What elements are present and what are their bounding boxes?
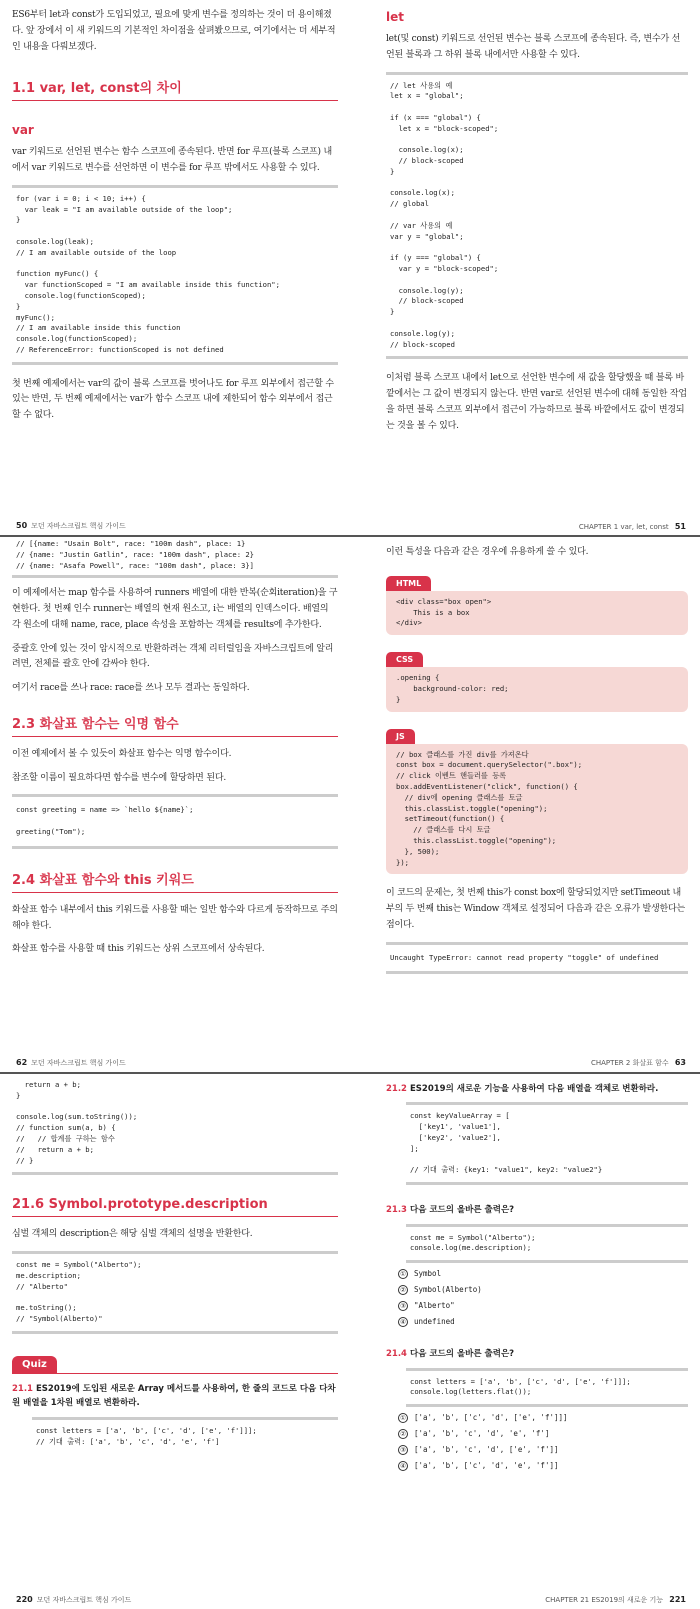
code-block-q1: const letters = ['a', 'b', ['c', 'd', ['e', 'f']]]; // 기대 출력: ['a', 'b', 'c', 'd', 'e', 'f'] [32,1417,338,1454]
let-paragraph: let(및 const) 키워드로 선언된 변수는 블록 스코프에 종속된다. 즉, 변수가 선언된 블록과 그 하위 블록 내에서만 사용할 수 있다. [386,34,681,60]
html-example [386,571,688,635]
error-block: Uncaught TypeError: cannot read property "toggle" of undefined [386,942,688,975]
option-text: ['a', 'b', ['c', 'd', 'e', 'f']] [414,1461,559,1471]
section-title: var, let, const의 차이 [39,81,182,97]
page-number: 221 [669,1595,686,1604]
option-1 [398,1413,688,1423]
problem-paragraph: 이 코드의 문제는, 첫 번째 this가 const box에 할당되었지만 setTimeout 내부의 두 번째 this는 Window 객체로 설정되어 다음과 같은 오류가 발생한다는 점이다. [386,888,686,930]
question-text: 다음 코드의 올바른 출력은? [409,1349,515,1360]
map-paragraph: 이 예제에서는 map 함수를 사용하여 runners 배열에 대한 반복(순회iteration)을 구현한다. 첫 번째 인수 runner는 배열의 현재 원소고, i는 배열의 인덱스이다. 배열의 각 원소에 대해 name, race, place 속성을 포함하는 객체를 results에 추가한다. [12,588,338,630]
code-block-q3: const me = Symbol("Alberto"); console.log(me.description); [406,1224,688,1264]
intro-paragraph: ES6부터 let과 const가 도입되었고, 필요에 맞게 변수를 정의하는 것이 더 용이해졌다. 앞 장에서 이 새 키워드의 기본적인 차이점을 살펴봤으므로, 여기에서는 더 세부적인 내용을 다뤄보겠다. [12,10,336,52]
page-number: 62 [16,1058,28,1067]
section-number: 2.3 [12,716,36,732]
code-block-results: // [{name: "Usain Bolt", race: "100m dash", place: 1} // {name: "Justin Gatlin", race: "100m dash", place: 2} // {name: "Asafa Powell", race: "100m dash", place: 3}] [12,539,338,578]
question-number: 21.3 [386,1205,407,1216]
subheading-var: var [12,123,34,138]
page-number: 63 [674,1058,686,1067]
option-marker: ① [398,1413,408,1423]
option-text: ['a', 'b', 'c', 'd', ['e', 'f']] [414,1445,559,1455]
page-number: 220 [16,1595,33,1604]
quiz-header [12,1352,338,1374]
question-21-1 [12,1382,338,1411]
subheading-let: let [386,10,404,24]
page-63 [350,537,700,1072]
chapter-title: 화살표 함수 [632,1059,669,1067]
code-block-let: // let 사용의 예 let x = "global"; if (x === "global") { let x = "block-scoped"; console.log(x); // block-scoped } console.log(x); // global // var 사용의 예 var y = "global"; if (y === "global") { var y = "block-scoped"; console.log(y); // block-scoped } console.log(y); // block-scoped [386,72,688,360]
option-text: Symbol(Alberto) [414,1285,482,1295]
options-q4 [386,1413,688,1471]
chapter-title: var, let, const [620,523,669,531]
option-4 [398,1461,688,1471]
chapter-label: CHAPTER 2 [590,1059,631,1067]
question-text: ES2019에 도입된 새로운 Array 메서드를 사용하여, 한 줄의 코드로 다음 다차원 배열을 1차원 배열로 변환하라. [12,1383,336,1409]
option-text: Symbol [414,1269,442,1279]
option-text: ['a', 'b', ['c', 'd', ['e', 'f']]] [414,1413,568,1423]
option-marker: ① [398,1269,408,1279]
css-label: CSS [386,652,423,667]
book-title: 모던 자바스크립트 핵심 가이드 [31,1059,126,1067]
page-50 [0,0,350,535]
question-text: ES2019의 새로운 기능을 사용하여 다음 배열을 객체로 변환하라. [409,1084,659,1094]
page-62 [0,537,350,1072]
option-text: undefined [414,1317,455,1327]
js-code: // box 클래스를 가진 div를 가져온다 const box = document.querySelector(".box"); // click 이벤트 핸들러를 등록 box.addEventListener("click", function() { // div에 opening 클래스를 토글 this.classList.toggle("opening"); setTimeout(function() { // 클래스를 다시 토글 this.classList.toggle("opening"); }, 500); }); [386,744,688,875]
page-220 [0,1074,350,1609]
option-2 [398,1429,688,1439]
quiz-label: Quiz [12,1356,57,1373]
race-paragraph: 여기서 race를 쓰나 race: race를 쓰나 모두 결과는 동일하다. [12,683,250,694]
js-example [386,724,688,875]
question-21-2 [386,1082,688,1096]
section-heading-2-4 [12,869,338,893]
chapter-label: CHAPTER 1 [578,523,619,531]
option-3 [398,1301,688,1311]
css-example [386,647,688,711]
page-number: 51 [674,522,686,531]
option-4 [398,1317,688,1327]
book-title: 모던 자바스크립트 핵심 가이드 [31,522,126,530]
var-explanation: 첫 번째 예제에서는 var의 값이 블록 스코프를 벗어나도 for 루프 외부에서 접근할 수 있는 반면, 두 번째 예제에서는 var가 함수 스코프 내에 제한되어 함수 외부에서 접근할 수 없다. [12,378,334,421]
description-paragraph: 심벌 객체의 description은 해당 심벌 객체의 설명을 반환한다. [12,1229,253,1240]
question-number: 21.2 [386,1084,407,1094]
assign-paragraph: 참조할 이름이 필요하다면 함수를 변수에 할당하면 된다. [12,772,226,783]
page-51 [350,0,700,535]
this-paragraph: 화살표 함수 내부에서 this 키워드를 사용할 때는 일반 함수와 다르게 동작하므로 주의해야 한다. [12,904,338,931]
code-block-greeting: const greeting = name => `hello ${name}`; greeting("Tom"); [12,794,338,848]
question-21-3 [386,1203,688,1217]
js-label: JS [386,729,415,744]
footer-right [579,522,690,531]
option-marker: ③ [398,1301,408,1311]
option-marker: ③ [398,1445,408,1455]
section-heading-21-6 [12,1197,338,1217]
section-title: Symbol.prototype.description [48,1197,268,1213]
inherit-paragraph: 화살표 함수를 사용할 때 this 키워드는 상위 스코프에서 상속된다. [12,944,265,955]
let-explanation: 이처럼 블록 스코프 내에서 let으로 선언한 변수에 새 값을 할당했을 때 블록 바깥에서는 그 값이 변경되지 않는다. 반면 var로 선언된 변수에 대해 동일한 작업을 하면 블록 스코프 외부에서 접근이 가능하므로 블록 바깥에서도 값이 변경되는 것을 볼 수 있다. [386,373,687,431]
section-number: 2.4 [12,872,36,888]
html-code: <div class="box open"> This is a box </div> [386,591,688,635]
footer-right [591,1058,690,1068]
section-heading-2-3 [12,713,338,737]
option-marker: ② [398,1285,408,1295]
option-1 [398,1269,688,1279]
option-marker: ④ [398,1317,408,1327]
question-21-4 [386,1347,688,1361]
option-text: "Alberto" [414,1301,455,1311]
footer-left [12,1058,126,1068]
question-text: 다음 코드의 올바른 출력은? [409,1205,515,1216]
html-label: HTML [386,576,431,591]
footer-left [12,1595,131,1605]
page-221 [350,1074,700,1609]
section-number: 1.1 [12,81,36,97]
chapter-title: ES2019의 새로운 기능 [591,1596,664,1604]
section-title: 화살표 함수와 this 키워드 [39,872,194,888]
options-q3 [386,1269,688,1327]
section-title: 화살표 함수는 익명 함수 [39,716,179,732]
code-block-q2: const keyValueArray = [ ['key1', 'value1'], ['key2', 'value2'], ]; // 기대 출력: {key1: "value1", key2: "value2"} [406,1102,688,1185]
code-block-q4: const letters = ['a', 'b', ['c', 'd', ['e', 'f']]]; console.log(letters.flat()); [406,1368,688,1408]
footer-left [12,521,126,531]
section-number: 21.6 [12,1197,45,1213]
option-marker: ④ [398,1461,408,1471]
option-2 [398,1285,688,1295]
book-title: 모던 자바스크립트 핵심 가이드 [36,1596,132,1604]
var-paragraph: var 키워드로 선언된 변수는 함수 스코프에 종속된다. 반면 for 루프(블록 스코프) 내에서 var 키워드로 변수를 선언하면 이 변수를 for 루프 밖에서도 사용할 수 있다. [12,147,332,173]
css-code: .opening { background-color: red; } [386,667,688,711]
option-marker: ② [398,1429,408,1439]
option-text: ['a', 'b', 'c', 'd', 'e', 'f'] [414,1429,550,1439]
anonymous-paragraph: 이전 예제에서 볼 수 있듯이 화살표 함수는 익명 함수이다. [12,748,232,759]
code-block-symbol: const me = Symbol("Alberto"); me.description; // "Alberto" me.toString(); // "Symbol(Alberto)" [12,1251,338,1334]
chapter-label: CHAPTER 21 [545,1596,590,1604]
usage-paragraph: 이런 특성을 다음과 같은 경우에 유용하게 쓸 수 있다. [386,547,589,557]
page-number: 50 [16,521,28,530]
code-block-var: for (var i = 0; i < 10; i++) { var leak = "I am available outside of the loop"; } console.log(leak); // I am available outside of the loop function myFunc() { var functionScoped = "I am available inside this function"; console.log(functionScoped); } myFunc(); // I am available inside this function console.log(functionScoped); // ReferenceError: functionScoped is not defined [12,185,338,365]
footer-right [545,1595,690,1605]
code-block-sum: return a + b; } console.log(sum.toString()); // function sum(a, b) { // // 합계를 구하는 함수 // return a + b; // } [12,1080,338,1175]
section-heading-1-1 [12,77,338,101]
object-literal-paragraph: 중괄호 안에 있는 것이 암시적으로 반환하려는 객체 리터럴임을 자바스크립트에 알리려면, 전체를 괄호 안에 감싸야 한다. [12,643,334,670]
option-3 [398,1445,688,1455]
question-number: 21.1 [12,1383,33,1394]
question-number: 21.4 [386,1349,407,1360]
